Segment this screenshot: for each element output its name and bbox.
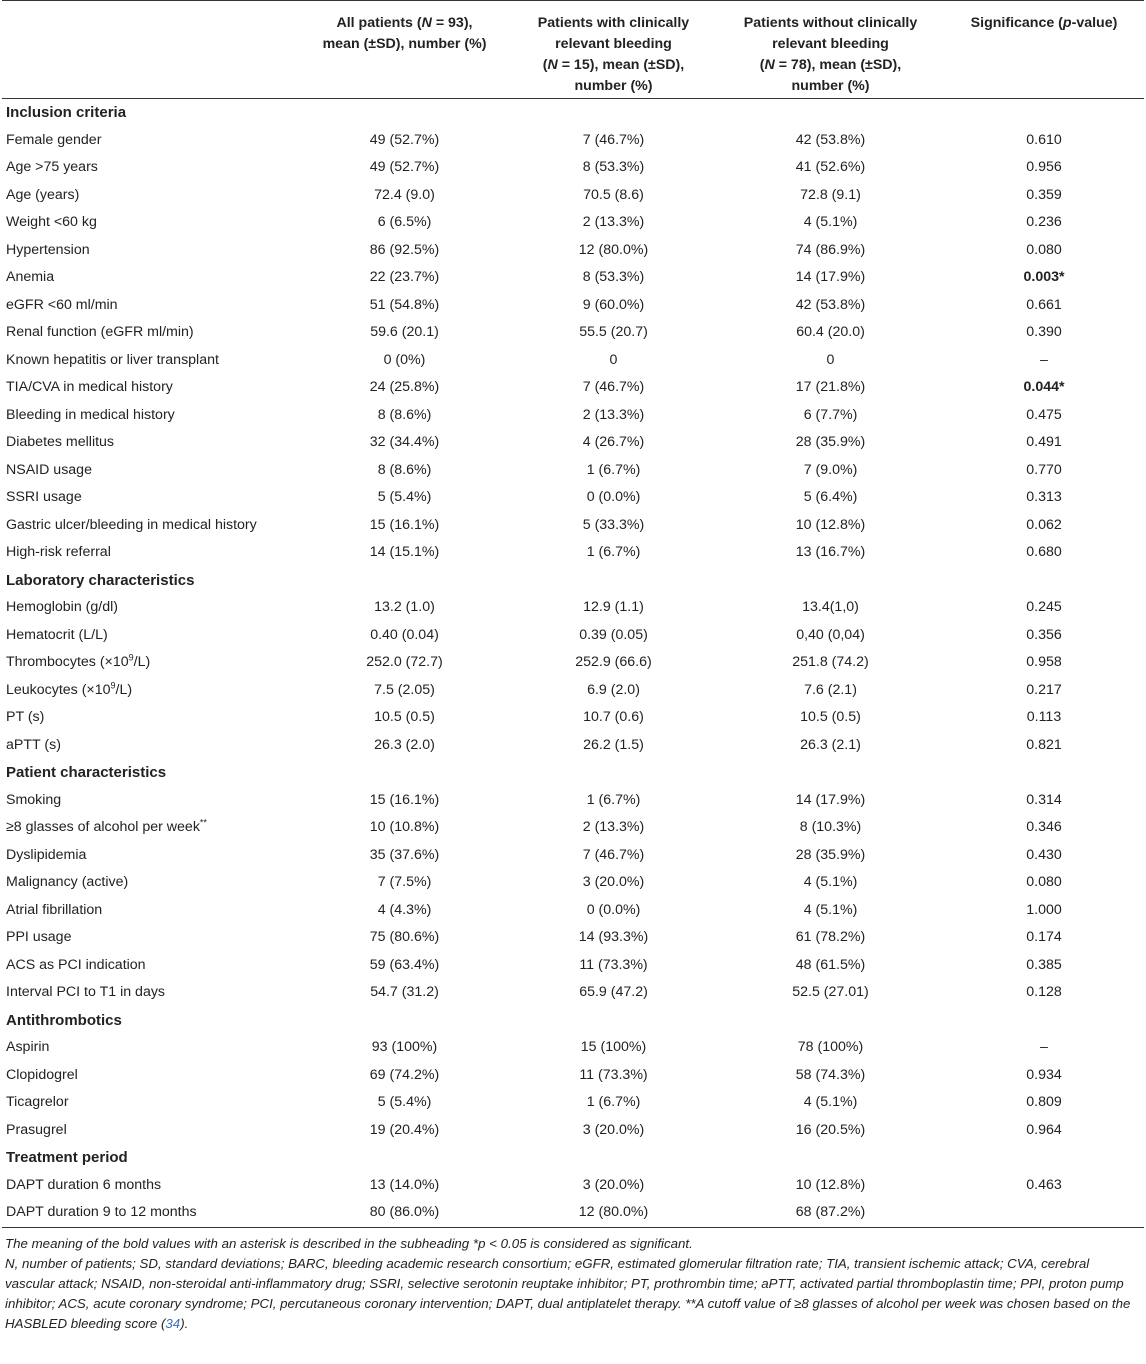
section-header-row <box>2 1007 1144 1035</box>
cell-p-value: – <box>1040 351 1048 368</box>
cell-with-bleeding: 5 (33.3%) <box>582 516 645 533</box>
section-title: Treatment period <box>6 1149 128 1166</box>
section-title: Inclusion criteria <box>6 104 127 121</box>
cell-with-bleeding: 6.9 (2.0) <box>587 681 640 698</box>
cell-p-value: 0.174 <box>1026 929 1062 945</box>
row-label: Clopidogrel <box>6 1066 78 1083</box>
cell-with-bleeding: 0 <box>609 351 618 368</box>
cell-without-bleeding: 14 (17.9%) <box>795 791 866 808</box>
section-header-row <box>2 759 1144 787</box>
table-row <box>2 374 1144 402</box>
header-all-patients: All patients (N = 93), mean (±SD), number (%) <box>299 1 510 99</box>
row-label: Leukocytes $(\times 10^9/L)$ <box>6 679 133 698</box>
cell-p-value: 0.956 <box>1026 159 1062 175</box>
cell-with-bleeding: 2 (13.3%) <box>582 406 645 423</box>
cell-with-bleeding: 12.9 (1.1) <box>583 599 644 615</box>
cell-without-bleeding: 10 (12.8%) <box>795 516 866 533</box>
row-label: NSAID usage <box>6 461 92 478</box>
cell-p-value: 0.934 <box>1026 1066 1062 1083</box>
cell-p-value: 0.346 <box>1026 819 1062 835</box>
cell-all-patients: 51 (54.8%) <box>369 296 440 313</box>
cell-p-value: 0.475 <box>1026 406 1062 423</box>
cell-without-bleeding: 28 (35.9%) <box>795 434 866 450</box>
reference-link[interactable]: 34 <box>165 1315 181 1331</box>
table-row <box>2 347 1144 375</box>
cell-p-value: 0.080 <box>1026 241 1062 258</box>
table-row <box>2 319 1144 347</box>
row-label: Ticagrelor <box>6 1094 69 1110</box>
header-empty-cell <box>2 1 299 99</box>
cell-p-value: 0.044* <box>1023 379 1065 395</box>
table-row <box>2 1062 1144 1090</box>
patient-characteristics-table <box>2 0 1144 1228</box>
cell-all-patients: 10 (10.8%) <box>369 819 440 835</box>
cell-without-bleeding: 10.5 (0.5) <box>800 709 861 725</box>
cell-p-value: 0.128 <box>1026 984 1062 1000</box>
cell-p-value <box>944 1199 1144 1227</box>
cell-p-value: 0.313 <box>1026 489 1062 505</box>
cell-all-patients: 4 (4.3%) <box>377 901 432 918</box>
cell-all-patients: 19 (20.4%) <box>369 1121 440 1138</box>
cell-p-value: 0.359 <box>1026 186 1062 203</box>
cell-without-bleeding: 8 (10.3%) <box>799 819 862 835</box>
cell-without-bleeding: 48 (61.5%) <box>795 956 866 973</box>
cell-with-bleeding: 1 (6.7%) <box>586 1094 641 1110</box>
cell-all-patients: 13 (14.0%) <box>369 1176 440 1193</box>
cell-without-bleeding: 4 (5.1%) <box>803 1094 858 1110</box>
row-label: Hypertension <box>6 241 90 258</box>
row-label: ≥8 glasses of alcohol per week** <box>6 817 207 835</box>
table-row <box>2 457 1144 485</box>
table-row <box>2 402 1144 430</box>
row-label: High-risk referral <box>6 544 111 560</box>
cell-all-patients: 24 (25.8%) <box>369 379 440 395</box>
cell-with-bleeding: 14 (93.3%) <box>578 929 649 945</box>
cell-all-patients: 15 (16.1%) <box>369 516 440 533</box>
cell-all-patients: 5 (5.4%) <box>377 489 432 505</box>
row-label: PT (s) <box>6 709 45 725</box>
cell-with-bleeding: 15 (100%) <box>580 1039 647 1055</box>
cell-with-bleeding: 0.39 (0.05) <box>579 626 648 643</box>
row-label: Age (years) <box>6 186 80 203</box>
cell-p-value: 0.610 <box>1026 131 1062 148</box>
table-row <box>2 1172 1144 1200</box>
cell-all-patients: 13.2 (1.0) <box>374 599 435 615</box>
table-row <box>2 787 1144 815</box>
cell-all-patients: 93 (100%) <box>371 1039 438 1055</box>
cell-all-patients: 75 (80.6%) <box>369 929 440 945</box>
cell-without-bleeding: 52.5 (27.01) <box>792 984 869 1000</box>
cell-all-patients: 0.40 (0.04) <box>370 626 439 643</box>
table-row <box>2 512 1144 540</box>
cell-p-value: 0.491 <box>1026 434 1062 450</box>
cell-without-bleeding: 0 <box>826 351 835 368</box>
cell-with-bleeding: 8 (53.3%) <box>582 159 645 175</box>
cell-without-bleeding: 4 (5.1%) <box>803 901 858 918</box>
cell-with-bleeding: 1 (6.7%) <box>586 461 641 478</box>
header-significance: Significance (p-value) <box>944 1 1144 99</box>
cell-p-value: 0.661 <box>1026 296 1062 313</box>
table-row <box>2 1089 1144 1117</box>
table-row <box>2 264 1144 292</box>
cell-with-bleeding: 7 (46.7%) <box>582 131 645 148</box>
row-label: Hematocrit (L/L) <box>6 626 108 643</box>
cell-all-patients: 8 (8.6%) <box>377 406 432 423</box>
cell-all-patients: 15 (16.1%) <box>369 791 440 808</box>
cell-without-bleeding: 5 (6.4%) <box>803 489 858 505</box>
cell-without-bleeding: 4 (5.1%) <box>803 874 858 890</box>
cell-without-bleeding: 60.4 (20.0) <box>796 324 865 340</box>
row-label: DAPT duration 6 months <box>6 1176 162 1193</box>
cell-without-bleeding: 74 (86.9%) <box>795 241 866 258</box>
cell-p-value: 0.770 <box>1026 461 1062 478</box>
section-header-row <box>2 1144 1144 1172</box>
cell-with-bleeding: 7 (46.7%) <box>582 379 645 395</box>
cell-with-bleeding: 4 (26.7%) <box>582 434 645 450</box>
footnote-abbreviations: N, number of patients; SD, standard deviations; BARC, bleeding academic research consortium; eGFR, estimated glomerular filtration rate; TIA, transient ischemic attack; CVA, cerebral vascular attack; NSAID, non-steroidal anti-inflammatory drug; SSRI, selective serotonin reuptake inhibitor; PT, prothrombin time; aPTT, activated partial thromboplastin time; PPI, proton pump inhibitor; ACS, acute coronary syndrome; PCI, percutaneous coronary intervention; DAPT, dual antiplatelet therapy. **A cutoff value of ≥8 glasses of alcohol per week was chosen based on the HASBLED bleeding score (34). <box>5 1255 1131 1331</box>
cell-without-bleeding: 13 (16.7%) <box>795 544 866 560</box>
row-label: Weight <60 kg <box>6 214 97 230</box>
table-row <box>2 622 1144 650</box>
cell-without-bleeding: 26.3 (2.1) <box>800 736 861 753</box>
table-row <box>2 594 1144 622</box>
section-title: Laboratory characteristics <box>6 571 195 589</box>
cell-all-patients: 35 (37.6%) <box>369 846 440 863</box>
cell-p-value: 1.000 <box>1026 901 1062 918</box>
section-title: Antithrombotics <box>6 1011 122 1029</box>
cell-all-patients: 86 (92.5%) <box>369 241 440 258</box>
section-title: Patient characteristics <box>6 764 167 781</box>
cell-without-bleeding: 10 (12.8%) <box>795 1176 866 1193</box>
table-row <box>2 539 1144 567</box>
table-row <box>2 292 1144 320</box>
row-label: Renal function (eGFR ml/min) <box>6 324 194 340</box>
cell-p-value: 0.356 <box>1026 626 1062 643</box>
table-row <box>2 869 1144 897</box>
cell-p-value: 0.809 <box>1026 1094 1062 1110</box>
table-row <box>2 704 1144 732</box>
cell-p-value: 0.430 <box>1026 846 1062 863</box>
cell-all-patients: 22 (23.7%) <box>369 269 440 285</box>
cell-p-value: 0.821 <box>1026 736 1062 753</box>
table-row <box>2 897 1144 925</box>
cell-without-bleeding: 7 (9.0%) <box>803 461 858 478</box>
cell-p-value: 0.314 <box>1026 791 1062 808</box>
cell-without-bleeding: 42 (53.8%) <box>795 296 866 313</box>
cell-p-value: 0.217 <box>1026 681 1062 698</box>
row-label: Bleeding in medical history <box>6 406 175 423</box>
cell-all-patients: 0 (0%) <box>383 351 426 368</box>
cell-with-bleeding: 2 (13.3%) <box>582 214 645 230</box>
table-row <box>2 182 1144 210</box>
section-header-row <box>2 99 1144 127</box>
cell-with-bleeding: 12 (80.0%) <box>578 241 649 258</box>
table-body <box>2 99 1144 1228</box>
table-header <box>2 1 1144 99</box>
cell-p-value: 0.463 <box>1026 1176 1062 1193</box>
cell-without-bleeding: 72.8 (9.1) <box>800 186 861 203</box>
table-row <box>2 952 1144 980</box>
cell-p-value: 0.958 <box>1026 654 1062 670</box>
row-label: PPI usage <box>6 929 72 945</box>
table-row <box>2 677 1144 705</box>
cell-with-bleeding: 1 (6.7%) <box>586 791 641 808</box>
table-row <box>2 979 1144 1007</box>
table-row <box>2 209 1144 237</box>
cell-p-value: 0.080 <box>1026 874 1062 890</box>
cell-p-value: 0.680 <box>1026 544 1062 560</box>
cell-p-value: 0.003* <box>1023 269 1065 285</box>
cell-with-bleeding: 26.2 (1.5) <box>583 736 644 753</box>
header-without-bleeding: Patients without clinically relevant bleeding (N = 78), mean (±SD), number (%) <box>717 1 944 99</box>
row-label: Dyslipidemia <box>6 846 87 863</box>
cell-without-bleeding: 61 (78.2%) <box>795 929 866 945</box>
table-row <box>2 484 1144 512</box>
cell-all-patients: 7.5 (2.05) <box>374 681 435 698</box>
cell-with-bleeding: 2 (13.3%) <box>582 819 645 835</box>
cell-with-bleeding: 3 (20.0%) <box>582 1176 645 1193</box>
row-label: aPTT (s) <box>6 736 61 753</box>
row-label: Aspirin <box>6 1039 50 1055</box>
cell-all-patients: 72.4 (9.0) <box>374 186 435 203</box>
cell-p-value: 0.385 <box>1026 956 1062 973</box>
cell-without-bleeding: 6 (7.7%) <box>803 406 858 423</box>
cell-all-patients: 32 (34.4%) <box>369 434 440 450</box>
cell-all-patients: 59 (63.4%) <box>369 956 440 973</box>
table-row <box>2 127 1144 155</box>
cell-all-patients: 69 (74.2%) <box>369 1066 440 1083</box>
cell-with-bleeding: 3 (20.0%) <box>582 874 645 890</box>
row-label: eGFR <60 ml/min <box>6 296 118 313</box>
section-header-row <box>2 567 1144 595</box>
cell-with-bleeding: 11 (73.3%) <box>579 956 648 973</box>
table-row <box>2 732 1144 760</box>
cell-all-patients: 54.7 (31.2) <box>370 984 439 1000</box>
row-label: SSRI usage <box>6 489 82 505</box>
footnote-significance: The meaning of the bold values with an asterisk is described in the subheading *p < 0.05 is considered as significant. <box>5 1235 693 1251</box>
cell-with-bleeding: 11 (73.3%) <box>579 1066 648 1083</box>
table-row <box>2 1034 1144 1062</box>
cell-without-bleeding: 58 (74.3%) <box>795 1066 866 1083</box>
cell-without-bleeding: 4 (5.1%) <box>803 214 858 230</box>
cell-all-patients: 10.5 (0.5) <box>374 709 435 725</box>
row-label: Prasugrel <box>6 1121 67 1138</box>
table-footnotes <box>5 1234 1141 1334</box>
cell-without-bleeding: 78 (100%) <box>797 1039 864 1055</box>
cell-p-value: 0.390 <box>1026 324 1062 340</box>
cell-without-bleeding: 14 (17.9%) <box>795 269 866 285</box>
cell-p-value: 0.236 <box>1026 214 1062 230</box>
table-row <box>2 842 1144 870</box>
table-row <box>2 429 1144 457</box>
table-row <box>2 814 1144 842</box>
cell-p-value: – <box>1040 1039 1048 1055</box>
row-label: Known hepatitis or liver transplant <box>6 351 219 368</box>
cell-all-patients: 49 (52.7%) <box>369 159 440 175</box>
row-label: ACS as PCI indication <box>6 956 146 973</box>
cell-with-bleeding: 252.9 (66.6) <box>575 654 652 670</box>
cell-all-patients: 8 (8.6%) <box>377 461 432 478</box>
cell-without-bleeding: 251.8 (74.2) <box>792 654 869 670</box>
table-row <box>2 237 1144 265</box>
row-label: Female gender <box>6 131 102 148</box>
cell-without-bleeding: 16 (20.5%) <box>795 1121 866 1138</box>
cell-with-bleeding: 12 (80.0%) <box>510 1199 717 1227</box>
cell-without-bleeding: 0,40 (0,04) <box>796 626 865 643</box>
row-label: Smoking <box>6 791 62 808</box>
row-label: Interval PCI to T1 in days <box>6 984 166 1000</box>
row-label: TIA/CVA in medical history <box>6 379 173 395</box>
row-label: Atrial fibrillation <box>6 901 103 918</box>
table-row <box>2 1199 1144 1227</box>
cell-all-patients: 6 (6.5%) <box>377 214 432 230</box>
cell-all-patients: 59.6 (20.1) <box>370 324 439 340</box>
row-label: Hemoglobin (g/dl) <box>6 599 118 615</box>
row-label: DAPT duration 9 to 12 months <box>2 1199 299 1227</box>
cell-all-patients: 7 (7.5%) <box>377 874 432 890</box>
cell-all-patients: 80 (86.0%) <box>299 1199 510 1227</box>
cell-with-bleeding: 55.5 (20.7) <box>579 324 648 340</box>
table-row <box>2 154 1144 182</box>
cell-p-value: 0.964 <box>1026 1121 1062 1138</box>
cell-with-bleeding: 9 (60.0%) <box>582 296 645 313</box>
cell-without-bleeding: 42 (53.8%) <box>795 131 866 148</box>
cell-p-value: 0.113 <box>1026 709 1062 725</box>
cell-p-value: 0.062 <box>1026 516 1062 533</box>
cell-p-value: 0.245 <box>1026 599 1062 615</box>
cell-with-bleeding: 70.5 (8.6) <box>583 186 644 203</box>
cell-all-patients: 49 (52.7%) <box>369 131 440 148</box>
cell-without-bleeding: 28 (35.9%) <box>795 846 866 863</box>
cell-with-bleeding: 65.9 (47.2) <box>579 984 648 1000</box>
cell-all-patients: 252.0 (72.7) <box>366 654 443 670</box>
cell-all-patients: 14 (15.1%) <box>369 544 440 560</box>
cell-with-bleeding: 7 (46.7%) <box>582 846 645 863</box>
table-row <box>2 1117 1144 1145</box>
cell-with-bleeding: 3 (20.0%) <box>582 1121 645 1138</box>
row-label: Thrombocytes $(\times 10^9/L)$ <box>6 652 151 670</box>
table-row <box>2 924 1144 952</box>
cell-with-bleeding: 1 (6.7%) <box>586 544 641 560</box>
cell-with-bleeding: 10.7 (0.6) <box>583 709 644 725</box>
cell-all-patients: 26.3 (2.0) <box>374 736 435 753</box>
row-label: Age >75 years <box>6 159 98 175</box>
cell-without-bleeding: 17 (21.8%) <box>795 379 866 395</box>
cell-without-bleeding: 7.6 (2.1) <box>804 681 857 698</box>
cell-without-bleeding: 41 (52.6%) <box>795 159 866 175</box>
cell-all-patients: 5 (5.4%) <box>377 1094 432 1110</box>
cell-with-bleeding: 0 (0.0%) <box>586 489 641 505</box>
header-with-bleeding: Patients with clinically relevant bleeding (N = 15), mean (±SD), number (%) <box>510 1 717 99</box>
row-label: Diabetes mellitus <box>6 434 115 450</box>
cell-without-bleeding: 13.4(1,0) <box>802 599 859 615</box>
cell-with-bleeding: 8 (53.3%) <box>582 269 645 285</box>
row-label: Malignancy (active) <box>6 874 129 890</box>
cell-without-bleeding: 68 (87.2%) <box>717 1199 944 1227</box>
row-label: Gastric ulcer/bleeding in medical history <box>6 516 257 533</box>
table-row <box>2 649 1144 677</box>
row-label: Anemia <box>6 269 55 285</box>
cell-with-bleeding: 0 (0.0%) <box>586 901 641 918</box>
